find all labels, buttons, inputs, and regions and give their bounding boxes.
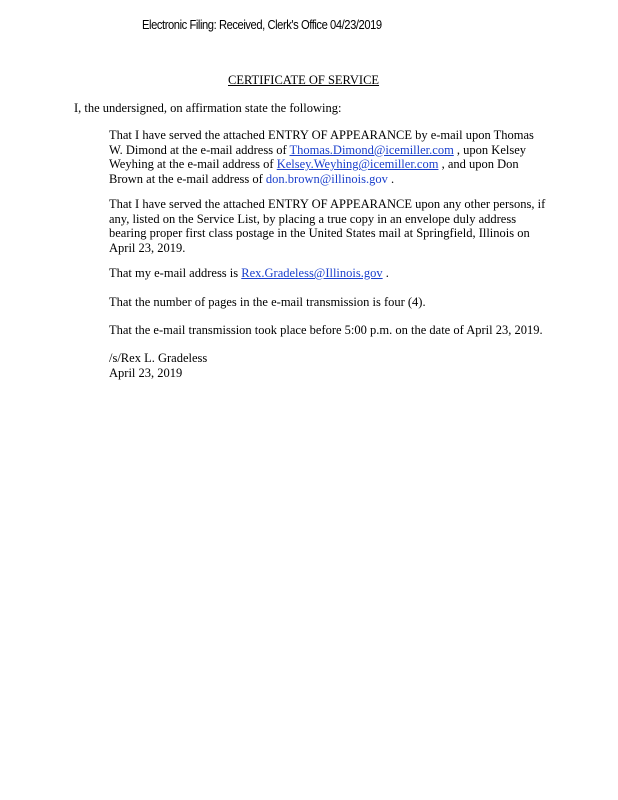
p1-text-3: , and upon Don Brown at the e-mail address of bbox=[109, 157, 519, 186]
email-link-rex-gradeless[interactable]: Rex.Gradeless@Illinois.gov bbox=[241, 266, 383, 280]
p3-text-1: That my e-mail address is bbox=[109, 266, 242, 280]
p1-text-4: . bbox=[387, 171, 395, 186]
sender-email-paragraph bbox=[109, 266, 549, 281]
signature-date: April 23, 2019 bbox=[109, 365, 183, 380]
email-link-kelsey-weyhing[interactable]: Kelsey.Weyhing@icemiller.com bbox=[276, 157, 439, 172]
p1-text-2: , upon Kelsey Weyhing at the e-mail address of bbox=[109, 142, 527, 172]
transmission-time-paragraph: That the e-mail transmission took place before 5:00 p.m. on the date of April 23, 2019. bbox=[109, 323, 543, 337]
p1-text-1: That I have served the attached ENTRY OF APPEARANCE by e-mail upon Thomas W. Dimond at the e-mail address of bbox=[109, 128, 534, 157]
service-by-mail-paragraph: That I have served the attached ENTRY OF APPEARANCE upon any other persons, if any, listed on the Service List, by placing a true copy in an envelope duly address bearing proper first class postage in the United States mail at Springfield, Illinois on April 23, 2019. bbox=[109, 197, 546, 255]
signature-block bbox=[109, 351, 549, 380]
p3-text-2: . bbox=[382, 266, 389, 280]
page-count-paragraph: That the number of pages in the e-mail transmission is four (4). bbox=[109, 295, 426, 309]
email-link-thomas-dimond[interactable]: Thomas.Dimond@icemiller.com bbox=[289, 142, 454, 157]
email-link-don-brown[interactable]: don.brown@illinois.gov bbox=[265, 171, 388, 186]
document-title: CERTIFICATE OF SERVICE bbox=[228, 73, 380, 87]
electronic-filing-stamp: Electronic Filing: Received, Clerk's Office 04/23/2019 bbox=[142, 17, 382, 32]
intro-statement: I, the undersigned, on affirmation state the following: bbox=[74, 101, 342, 115]
signature-name: /s/Rex L. Gradeless bbox=[109, 351, 208, 365]
service-by-email-paragraph bbox=[109, 128, 549, 186]
